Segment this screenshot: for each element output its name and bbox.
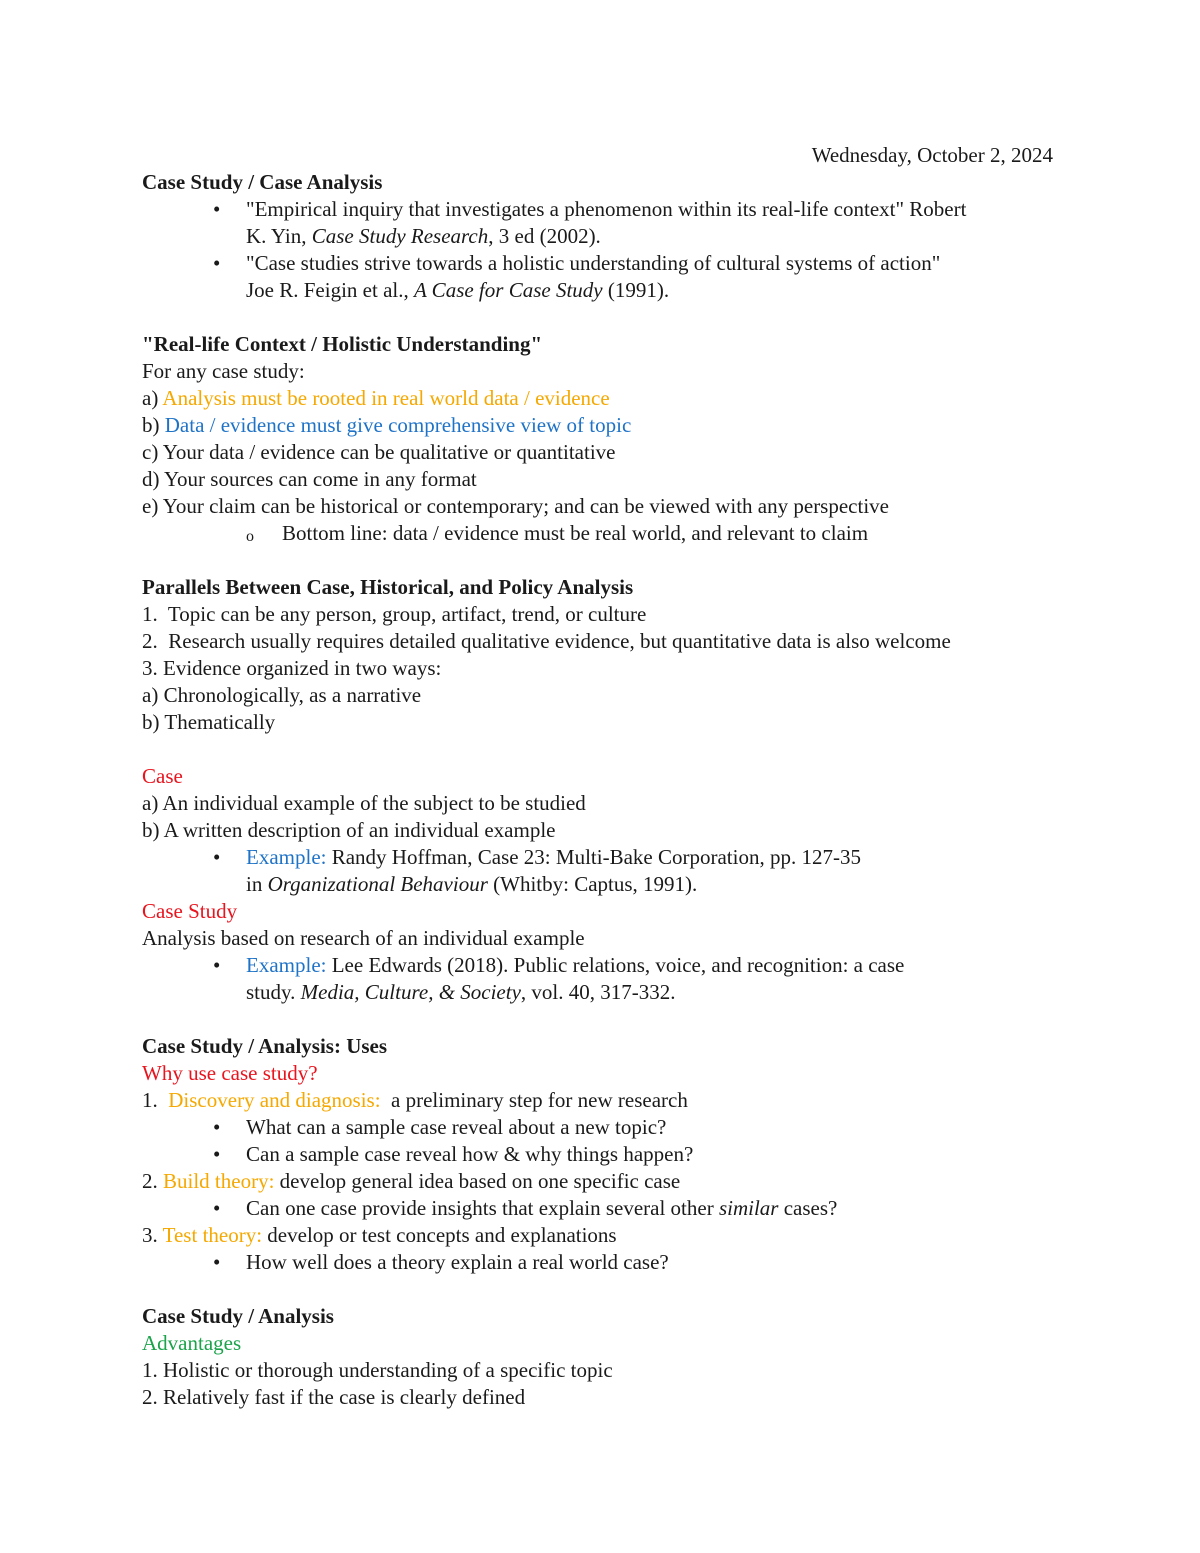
use-item-3-bullet-1: • How well does a theory explain a real world case? xyxy=(213,1250,669,1274)
use-item-2: 2. Build theory: develop general idea based on one specific case xyxy=(142,1169,681,1193)
list-item-2: 2. Research usually requires detailed qualitative evidence, but quantitative data is also welcome xyxy=(142,629,951,653)
circle-bullet-icon: o xyxy=(246,528,254,545)
advantages-heading: Advantages xyxy=(142,1331,242,1355)
sub-bullet-bottom-line: o Bottom line: data / evidence must be real world, and relevant to claim xyxy=(142,520,1062,547)
advantage-item-1: 1. Holistic or thorough understanding of a specific topic xyxy=(142,1358,613,1382)
advantage-item-2: 2. Relatively fast if the case is clearly defined xyxy=(142,1385,526,1409)
list-item-a: a) Analysis must be rooted in real world data / evidence xyxy=(142,386,610,410)
example-hoffman-line1: • Example: Randy Hoffman, Case 23: Multi-Bake Corporation, pp. 127-35 xyxy=(213,845,861,869)
book-title: Organizational Behaviour xyxy=(267,872,488,896)
example-edwards-line1: • Example: Lee Edwards (2018). Public relations, voice, and recognition: a case xyxy=(213,953,905,977)
use-item-3: 3. Test theory: develop or test concepts and explanations xyxy=(142,1223,617,1247)
section-heading-real-life-context: "Real-life Context / Holistic Understanding" xyxy=(142,332,543,356)
list-item-a: a) Chronologically, as a narrative xyxy=(142,683,422,707)
list-item-1: 1. Topic can be any person, group, artifact, trend, or culture xyxy=(142,602,647,626)
document-date: Wednesday, October 2, 2024 xyxy=(811,143,1053,167)
case-study-definition: Analysis based on research of an individual example xyxy=(142,926,585,950)
section-heading-analysis: Case Study / Analysis xyxy=(142,1304,334,1328)
case-heading: Case xyxy=(142,764,183,788)
quote-feigin-line1: • "Case studies strive towards a holistic understanding of cultural systems of action" xyxy=(213,251,941,275)
use-item-1-bullet-2: • Can a sample case reveal how & why things happen? xyxy=(213,1142,694,1166)
list-item-b: b) Thematically xyxy=(142,710,276,734)
bullet-icon: • xyxy=(213,1196,221,1220)
document-body xyxy=(142,142,1062,1411)
bullet-icon: • xyxy=(213,953,221,977)
list-item-d: d) Your sources can come in any format xyxy=(142,467,477,491)
quote-feigin-line2: Joe R. Feigin et al., A Case for Case Study (1991). xyxy=(246,278,670,302)
example-edwards-line2: study. Media, Culture, & Society, vol. 40, 317-332. xyxy=(246,980,676,1004)
bullet-icon: • xyxy=(213,1142,221,1166)
section-heading-case-study: Case Study / Case Analysis xyxy=(142,170,383,194)
list-item-a: a) An individual example of the subject to be studied xyxy=(142,791,586,815)
intro-text: For any case study: xyxy=(142,359,305,383)
list-item-3: 3. Evidence organized in two ways: xyxy=(142,656,442,680)
use-item-1-bullet-1: • What can a sample case reveal about a new topic? xyxy=(213,1115,667,1139)
list-item-c: c) Your data / evidence can be qualitative or quantitative xyxy=(142,440,616,464)
list-item-e: e) Your claim can be historical or contemporary; and can be viewed with any perspective xyxy=(142,494,889,518)
quote-yin-line1: • "Empirical inquiry that investigates a phenomenon within its real-life context" Robert xyxy=(213,197,967,221)
quote-yin-line2: K. Yin, Case Study Research, 3 ed (2002). xyxy=(246,224,601,248)
why-use-heading: Why use case study? xyxy=(142,1061,318,1085)
bullet-icon: • xyxy=(213,1115,221,1139)
section-heading-uses: Case Study / Analysis: Uses xyxy=(142,1034,388,1058)
bullet-icon: • xyxy=(213,1250,221,1274)
list-item-b: b) A written description of an individual example xyxy=(142,818,556,842)
bullet-icon: • xyxy=(213,845,221,869)
journal-title: Media, Culture, & Society xyxy=(300,980,521,1004)
list-item-b: b) Data / evidence must give comprehensive view of topic xyxy=(142,413,632,437)
bullet-icon: • xyxy=(213,251,221,275)
bullet-icon: • xyxy=(213,197,221,221)
section-heading-parallels: Parallels Between Case, Historical, and Policy Analysis xyxy=(142,575,634,599)
use-item-1: 1. Discovery and diagnosis: a preliminary step for new research xyxy=(142,1088,688,1112)
book-title: A Case for Case Study xyxy=(413,278,603,302)
example-hoffman-line2: in Organizational Behaviour (Whitby: Captus, 1991). xyxy=(246,872,698,896)
book-title: Case Study Research xyxy=(311,224,489,248)
case-study-heading: Case Study xyxy=(142,899,238,923)
use-item-2-bullet-1: • Can one case provide insights that explain several other similar cases? xyxy=(213,1196,838,1220)
